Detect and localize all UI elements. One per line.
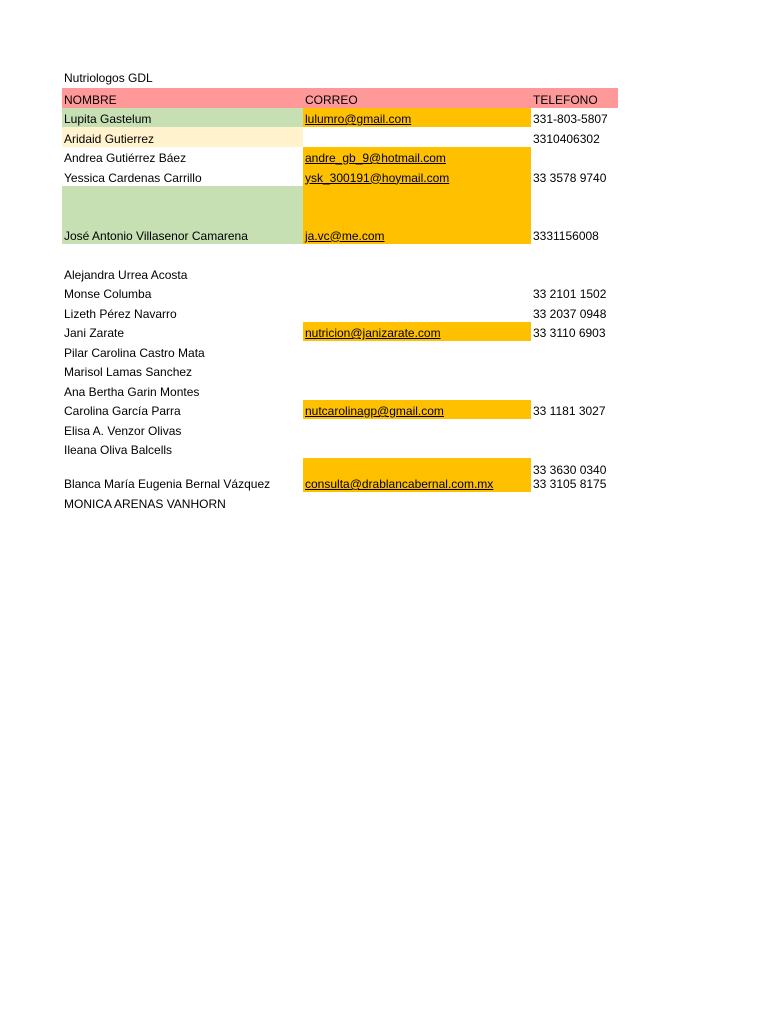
nombre-text: Alejandra Urrea Acosta: [64, 267, 188, 282]
nombre-cell: [62, 302, 303, 322]
table-row: [62, 283, 618, 303]
nombre-cell: [62, 186, 303, 244]
table-body: [62, 108, 618, 512]
telefono-text: 3331156008: [533, 228, 599, 243]
correo-cell: [303, 439, 531, 459]
telefono-cell: [531, 419, 618, 439]
telefono-text: 331-803-5807: [533, 112, 608, 126]
correo-cell: [303, 283, 531, 303]
table-row: [62, 127, 618, 147]
correo-cell: [303, 147, 531, 167]
telefono-text: 33 2101 1502: [533, 287, 607, 301]
correo-cell: [303, 361, 531, 381]
nombre-cell: [62, 341, 303, 361]
nombre-cell: [62, 400, 303, 420]
blank-row: [62, 244, 618, 264]
nombre-text: Monse Columba: [64, 287, 152, 301]
telefono-cell: [531, 302, 618, 322]
table-row: [62, 492, 618, 512]
correo-cell: [303, 380, 531, 400]
nombre-text: Ana Bertha Garin Montes: [64, 384, 200, 399]
table-row: [62, 322, 618, 342]
nombre-text: Marisol Lamas Sanchez: [64, 365, 193, 379]
nombre-text: MONICA ARENAS VANHORN: [64, 496, 226, 511]
nombre-text: José Antonio Villasenor Camarena: [64, 228, 248, 243]
table-row: [62, 419, 618, 439]
table-row: [62, 361, 618, 381]
spreadsheet: [62, 69, 618, 512]
email-link[interactable]: consulta@drablancabernal.com.mx: [305, 477, 494, 491]
telefono-cell: [531, 341, 618, 361]
correo-cell: [303, 263, 531, 283]
sheet-title: Nutriologos GDL: [64, 71, 153, 85]
nombre-cell: [62, 127, 303, 147]
nombre-cell: [62, 322, 303, 342]
correo-cell: [303, 419, 531, 439]
telefono-cell: [531, 458, 618, 492]
nombre-text: Pilar Carolina Castro Mata: [64, 345, 205, 360]
nombre-text: Lupita Gastelum: [64, 112, 152, 126]
table-row: [62, 439, 618, 459]
nombre-text: Lizeth Pérez Navarro: [64, 306, 177, 321]
telefono-cell: [531, 439, 618, 459]
nombre-cell: [62, 492, 303, 512]
correo-cell: [303, 186, 531, 244]
email-link[interactable]: andre_gb_9@hotmail.com: [305, 151, 446, 165]
nombre-cell: [62, 108, 303, 128]
correo-cell: [303, 108, 531, 128]
nombre-cell: [62, 419, 303, 439]
telefono-text: 33 1181 3027: [533, 404, 606, 418]
table-row: [62, 380, 618, 400]
telefono-cell: [531, 127, 618, 147]
nombre-cell: [62, 458, 303, 492]
email-link[interactable]: nutcarolinagp@gmail.com: [305, 404, 444, 418]
telefono-cell: [531, 380, 618, 400]
header-correo: CORREO: [303, 88, 531, 108]
telefono-cell: [531, 186, 618, 244]
correo-cell: [303, 458, 531, 492]
nombre-text: Jani Zarate: [64, 326, 125, 340]
nombre-cell: [62, 380, 303, 400]
nombre-text: Andrea Gutiérrez Báez: [64, 151, 187, 165]
email-link[interactable]: lulumro@gmail.com: [305, 112, 412, 126]
header-telefono: TELEFONO: [531, 88, 618, 108]
nombre-text: Aridaid Gutierrez: [64, 131, 155, 146]
correo-cell: [303, 400, 531, 420]
correo-cell: [303, 166, 531, 186]
table-row: [62, 263, 618, 283]
telefono-cell: [531, 263, 618, 283]
nombre-text: Ileana Oliva Balcells: [64, 443, 173, 457]
telefono-cell: [531, 283, 618, 303]
telefono-cell: [531, 322, 618, 342]
correo-cell: [303, 341, 531, 361]
header-row: [62, 88, 618, 108]
nombre-text: Blanca María Eugenia Bernal Vázquez: [64, 477, 271, 491]
email-link[interactable]: ysk_300191@hoymail.com: [305, 170, 450, 185]
table-row: [62, 147, 618, 167]
telefono-text: 33 3110 6903: [533, 326, 606, 340]
nombre-cell: [62, 263, 303, 283]
telefono-cell: [531, 492, 618, 512]
email-link[interactable]: ja.vc@me.com: [305, 228, 385, 243]
correo-cell: [303, 127, 531, 147]
nombre-text: Carolina García Parra: [64, 404, 181, 418]
nombre-cell: [62, 147, 303, 167]
telefono-cell: [531, 147, 618, 167]
telefono-cell: [531, 166, 618, 186]
telefono-text: 33 3105 8175: [533, 477, 607, 491]
email-link[interactable]: nutricion@janizarate.com: [305, 326, 441, 340]
nombre-cell: [62, 439, 303, 459]
nombre-cell: [62, 166, 303, 186]
table-row: [62, 166, 618, 186]
nombre-text: Elisa A. Venzor Olivas: [64, 423, 182, 438]
nombre-cell: [62, 361, 303, 381]
telefono-text: 3310406302: [533, 131, 600, 146]
telefono-cell: [531, 108, 618, 128]
header-nombre: NOMBRE: [62, 88, 303, 108]
correo-cell: [303, 302, 531, 322]
table-row: [62, 108, 618, 128]
nombre-cell: [62, 283, 303, 303]
telefono-cell: [531, 361, 618, 381]
table-row: [62, 400, 618, 420]
telefono-cell: [531, 400, 618, 420]
table-row: [62, 186, 618, 244]
telefono-text: 33 3578 9740: [533, 170, 607, 185]
table-row: [62, 341, 618, 361]
telefono-text: 33 2037 0948: [533, 306, 607, 321]
table-row: [62, 458, 618, 492]
correo-cell: [303, 322, 531, 342]
telefono-text: 33 3630 0340: [533, 463, 607, 477]
table-row: [62, 302, 618, 322]
correo-cell: [303, 492, 531, 512]
nombre-text: Yessica Cardenas Carrillo: [64, 170, 202, 185]
